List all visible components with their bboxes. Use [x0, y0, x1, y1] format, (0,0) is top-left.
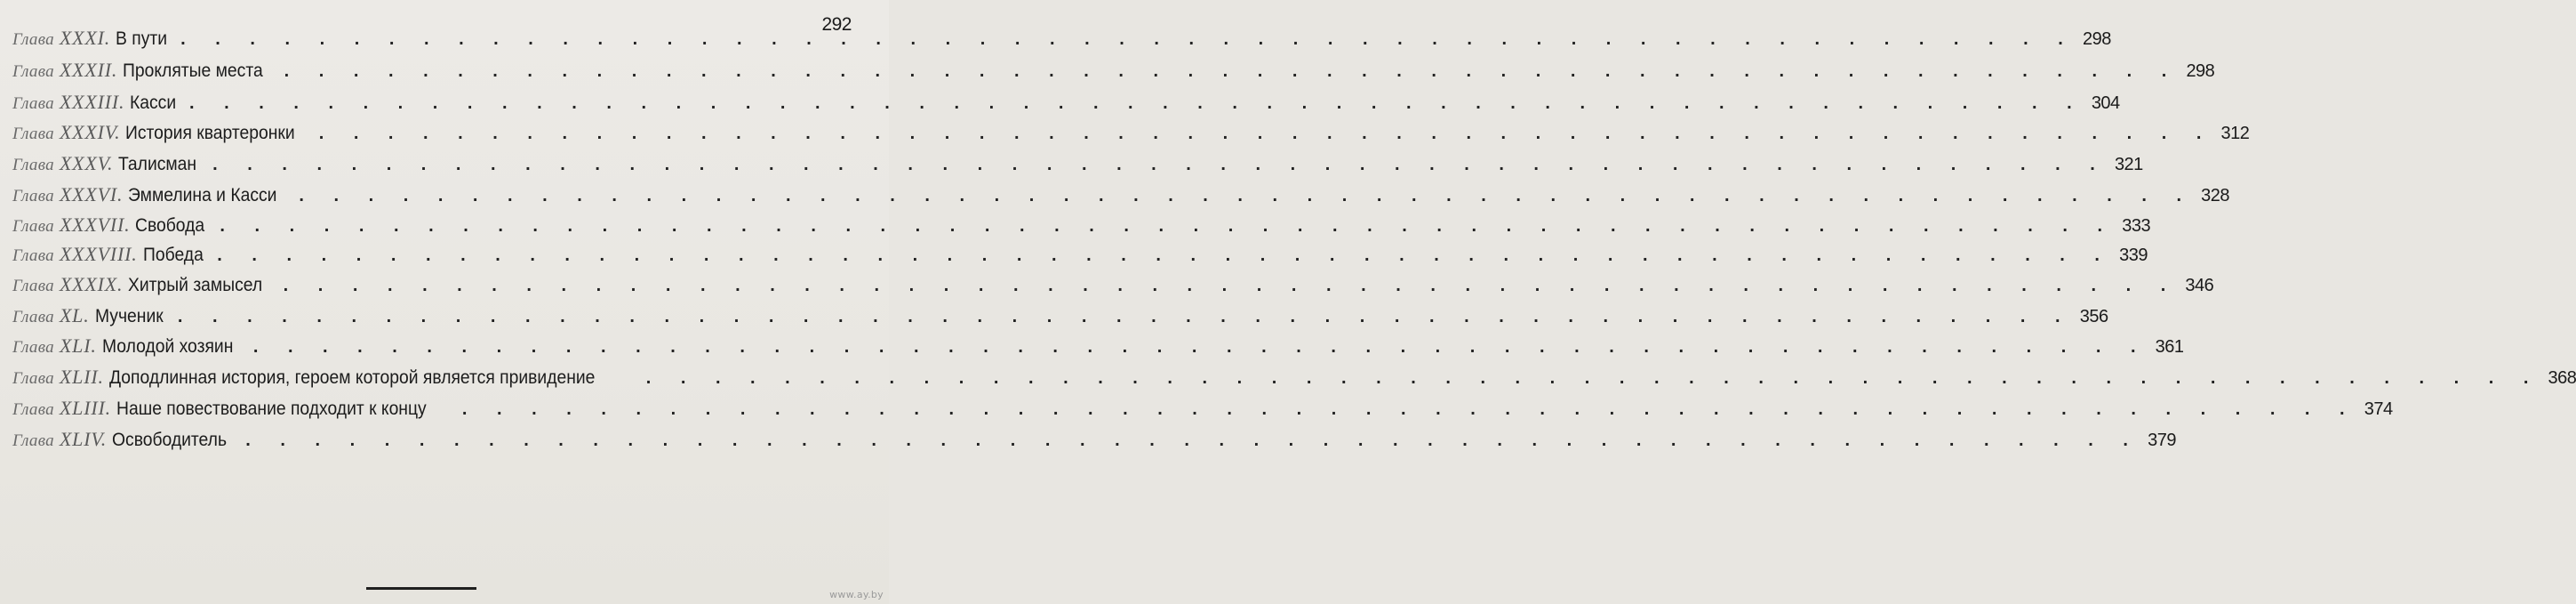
- chapter-title: Наше повествование подходит к концу: [116, 399, 427, 419]
- toc-entry: [12, 183, 2230, 210]
- toc-entry: [12, 366, 2576, 392]
- toc-entry: [12, 243, 2148, 270]
- page-number: 298: [2082, 29, 2111, 49]
- chapter-title: Освободитель: [112, 430, 228, 450]
- page-number: 312: [2220, 124, 2250, 143]
- chapter-numeral: XXXIV.: [59, 121, 121, 143]
- page-number: 328: [2201, 186, 2230, 205]
- dot-leader: . . . . . . . . . . . . . . . . . . . . . . . . . . . . . . . . . . . . . . . . . . . . . . . . . . . . . . .: [283, 276, 2179, 295]
- chapter-title: Свобода: [135, 215, 205, 236]
- chapter-numeral: XXXIII.: [59, 91, 125, 113]
- chapter-numeral: XXXI.: [59, 27, 111, 49]
- page-number: 346: [2185, 276, 2214, 295]
- chapter-title: История квартеронки: [125, 123, 296, 143]
- dot-leader: . . . . . . . . . . . . . . . . . . . . . . . . . . . . . . . . . . . . . . . . . . . . . . . . . . . . . . .: [212, 155, 2108, 174]
- page-number: 361: [2155, 337, 2184, 357]
- chapter-numeral: XLI.: [59, 334, 97, 357]
- chapter-title: Проклятые места: [123, 60, 263, 81]
- chapter-numeral: XXXVIII.: [59, 243, 138, 265]
- page-number: 356: [2079, 307, 2108, 326]
- page-number: 333: [2122, 216, 2151, 236]
- toc-entry: [12, 273, 2214, 300]
- page-number: 339: [2119, 246, 2148, 265]
- page-number: 368: [2548, 368, 2576, 388]
- chapter-title: В пути: [116, 28, 168, 49]
- toc-entry: [12, 428, 2176, 455]
- chapter-word: Глава: [12, 217, 54, 236]
- chapter-word: Глава: [12, 431, 54, 450]
- toc-entry: [12, 121, 2250, 148]
- chapter-title: Хитрый замысел: [128, 275, 263, 295]
- chapter-word: Глава: [12, 62, 54, 81]
- chapter-numeral: XXXV.: [59, 152, 114, 174]
- chapter-numeral: XLIV.: [59, 428, 108, 450]
- chapter-title: Молодой хозяин: [101, 336, 234, 357]
- chapter-numeral: XLIII.: [59, 397, 111, 419]
- dot-leader: . . . . . . . . . . . . . . . . . . . . . . . . . . . . . . . . . . . . . . . . . . . . . . . . . . . . . . .: [299, 186, 2195, 205]
- chapter-word: Глава: [12, 369, 54, 388]
- chapter-word: Глава: [12, 277, 54, 295]
- top-page-number: 292: [821, 14, 852, 35]
- dot-leader: . . . . . . . . . . . . . . . . . . . . . . . . . . . . . . . . . . . . . . . . . . . . . . . . . . . . . . .: [180, 29, 2076, 49]
- dot-leader: . . . . . . . . . . . . . . . . . . . . . . . . . . . . . . . . . . . . . . . . . . . . . . . . . . . . . . .: [318, 124, 2214, 143]
- dot-leader: . . . . . . . . . . . . . . . . . . . . . . . . . . . . . . . . . . . . . . . . . . . . . . . . . . . . . . .: [177, 307, 2073, 326]
- chapter-word: Глава: [12, 338, 54, 357]
- page-number: 321: [2114, 155, 2143, 174]
- toc-entry: [12, 152, 2143, 179]
- page-number: 374: [2364, 399, 2393, 419]
- chapter-word: Глава: [12, 246, 54, 265]
- chapter-title: Талисман: [118, 154, 197, 174]
- dot-leader: . . . . . . . . . . . . . . . . . . . . . . . . . . . . . . . . . . . . . . . . . . . . . . . . . . . . . . .: [284, 61, 2180, 81]
- dot-leader: . . . . . . . . . . . . . . . . . . . . . . . . . . . . . . . . . . . . . . . . . . . . . . . . . . . . . . .: [461, 399, 2357, 419]
- dot-leader: . . . . . . . . . . . . . . . . . . . . . . . . . . . . . . . . . . . . . . . . . . . . . . . . . . . . . . .: [189, 93, 2084, 113]
- dot-leader: . . . . . . . . . . . . . . . . . . . . . . . . . . . . . . . . . . . . . . . . . . . . . . . . . . . . . . .: [220, 216, 2116, 236]
- chapter-word: Глава: [12, 156, 54, 174]
- chapter-numeral: XXXVI.: [59, 183, 124, 205]
- toc-entry: [12, 59, 2215, 85]
- dot-leader: . . . . . . . . . . . . . . . . . . . . . . . . . . . . . . . . . . . . . . . . . . . . . . . . . . . . . . .: [245, 431, 2140, 450]
- dot-leader: . . . . . . . . . . . . . . . . . . . . . . . . . . . . . . . . . . . . . . . . . . . . . . . . . . . . . . .: [217, 246, 2112, 265]
- chapter-numeral: XXXII.: [59, 59, 118, 81]
- toc-entry: [12, 304, 2108, 331]
- watermark: www.ay.by: [829, 589, 884, 600]
- toc-entry: [12, 27, 2111, 53]
- chapter-word: Глава: [12, 94, 54, 113]
- chapter-word: Глава: [12, 187, 54, 205]
- chapter-title: Победа: [142, 245, 204, 265]
- toc-entry: [12, 213, 2151, 240]
- toc-entry: [12, 397, 2393, 423]
- chapter-numeral: XL.: [59, 304, 90, 326]
- chapter-title: Эммелина и Касси: [128, 185, 277, 205]
- toc-entry: [12, 334, 2184, 361]
- chapter-title: Мученик: [94, 306, 164, 326]
- chapter-numeral: XXXVII.: [59, 213, 131, 236]
- chapter-word: Глава: [12, 308, 54, 326]
- page-number: 298: [2186, 61, 2215, 81]
- chapter-numeral: XLII.: [59, 366, 104, 388]
- chapter-title: Касси: [130, 93, 177, 113]
- page-number: 379: [2148, 431, 2176, 450]
- dot-leader: . . . . . . . . . . . . . . . . . . . . . . . . . . . . . . . . . . . . . . . . . . . . . . . . . . . . . . .: [645, 368, 2541, 388]
- chapter-word: Глава: [12, 30, 54, 49]
- end-rule: [366, 587, 476, 590]
- dot-leader: . . . . . . . . . . . . . . . . . . . . . . . . . . . . . . . . . . . . . . . . . . . . . . . . . . . . . . .: [252, 337, 2148, 357]
- chapter-numeral: XXXIX.: [59, 273, 124, 295]
- page-number: 304: [2091, 93, 2120, 113]
- chapter-word: Глава: [12, 125, 54, 143]
- chapter-title: Доподлинная история, героем которой является привидение: [108, 367, 596, 388]
- chapter-word: Глава: [12, 400, 54, 419]
- toc-entry: [12, 91, 2120, 117]
